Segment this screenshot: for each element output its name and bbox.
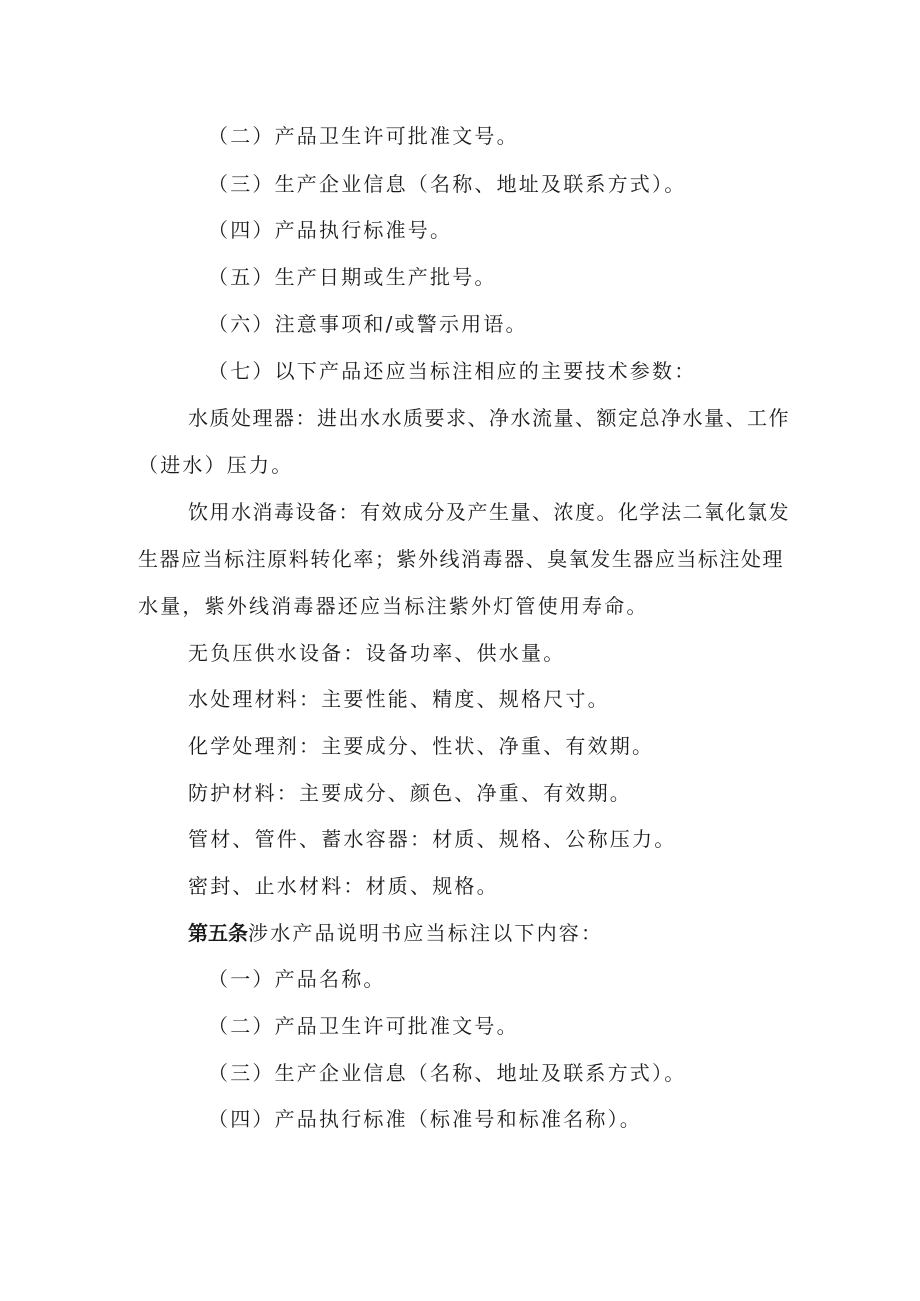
item-manufacturer-info: （三）生产企业信息（名称、地址及联系方式）。: [208, 172, 687, 196]
item-production-date: （五）生产日期或生产批号。: [208, 265, 497, 289]
para-treatment-materials: 水处理材料：主要性能、精度、规格尺寸。: [188, 687, 610, 711]
para-water-treatment-line1: 水质处理器：进出水水质要求、净水流量、额定总净水量、工作: [188, 406, 790, 430]
article-5: [188, 920, 603, 946]
para-non-negative-pressure: 无负压供水设备：设备功率、供水量。: [188, 641, 566, 665]
para-water-treatment-line2: （进水）压力。: [138, 453, 294, 477]
article-5-item-3: （三）生产企业信息（名称、地址及联系方式）。: [208, 1061, 687, 1085]
para-disinfection-line2: 生器应当标注原料转化率；紫外线消毒器、臭氧发生器应当标注处理: [138, 547, 784, 571]
para-disinfection-line3: 水量，紫外线消毒器还应当标注紫外灯管使用寿命。: [138, 594, 649, 618]
item-permit-number: （二）产品卫生许可批准文号。: [208, 124, 519, 148]
para-sealing-materials: 密封、止水材料：材质、规格。: [188, 874, 499, 898]
para-chemical-agents: 化学处理剂：主要成分、性状、净重、有效期。: [188, 734, 655, 758]
para-disinfection-line1: 饮用水消毒设备：有效成分及产生量、浓度。化学法二氧化氯发: [188, 500, 790, 524]
article-5-body: 涉水产品说明书应当标注以下内容：: [248, 921, 604, 945]
article-5-item-4: （四）产品执行标准（标准号和标准名称）。: [208, 1107, 642, 1131]
para-protective-materials: 防护材料：主要成分、颜色、净重、有效期。: [188, 781, 632, 805]
article-5-item-2: （二）产品卫生许可批准文号。: [208, 1014, 519, 1038]
item-standard-number: （四）产品执行标准号。: [208, 218, 453, 242]
article-5-item-1: （一）产品名称。: [208, 967, 386, 991]
para-pipes-containers: 管材、管件、蓄水容器：材质、规格、公称压力。: [188, 827, 677, 851]
article-5-heading: 第五条: [188, 921, 248, 945]
item-technical-params: （七）以下产品还应当标注相应的主要技术参数：: [208, 359, 697, 383]
item-precautions: （六）注意事项和/或警示用语。: [208, 312, 528, 336]
